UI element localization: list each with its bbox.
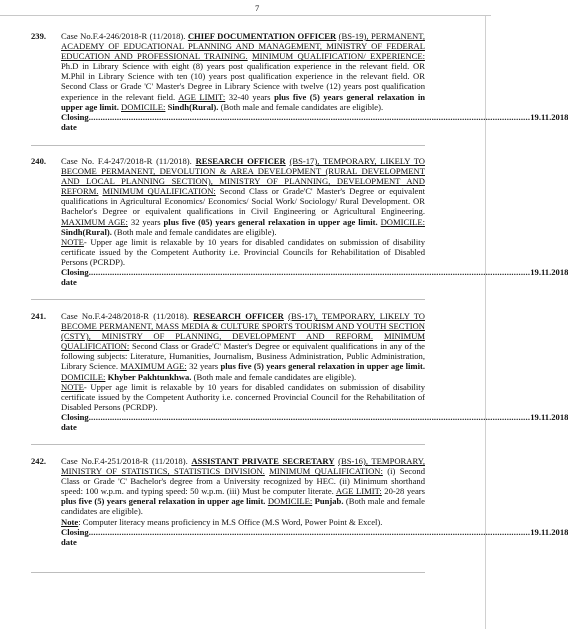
entry-body	[61, 156, 568, 288]
closing-date-label: Closing date	[61, 526, 89, 547]
post-scale-department: (BS-17), TEMPORARY, LIKELY TO BECOME PERMANENT, DEVOLUTION & AREA DEVELOPMENT (RURAL DEVELOPMENT AND LOCAL PLANNING SECTION), MINISTRY OF PLANNING, DEVELOPMENT AND REFORM.	[61, 156, 426, 197]
note-label: NOTE	[61, 236, 84, 247]
leader-dots: ............................................................................................................................................................................................	[88, 411, 531, 422]
qualification-label: MINIMUM QUALIFICATION:	[61, 331, 425, 352]
entry-description	[61, 456, 425, 517]
entry-separator	[31, 145, 425, 146]
qualification-text: Second Class or Grade'C' Master's Degree or equivalent qualifications in Agricultural Economics/ Economics/ Social Work/ Sociology/ Rural Development. OR Bachelor's Degree or equivalent qualifications in Civil Engineering or Agricultural Engineering.	[61, 186, 426, 217]
leader-dots: ............................................................................................................................................................................................	[88, 111, 531, 122]
post-title: CHIEF DOCUMENTATION OFFICER	[187, 31, 337, 41]
qualification-label: MINIMUM QUALIFICATION:	[102, 186, 216, 197]
entry-note	[61, 237, 425, 267]
entry-body	[61, 456, 568, 547]
entry-number: 239.	[31, 31, 47, 41]
age-text: 32 years	[130, 216, 161, 227]
note-text: - Upper age limit is relaxable by 10 years for disabled candidates on submission of disability certificate issued by the Competent Authority i.e. Provincial Councils for Rehabilitation of Disabled Persons (PCRDP).	[61, 236, 425, 267]
entry-note	[61, 382, 425, 412]
entry-number: 240.	[31, 156, 47, 166]
entry-description	[61, 31, 425, 112]
page-header-strip	[0, 0, 491, 16]
entry-number: 242.	[31, 456, 47, 466]
closing-date-value: 19.11.2018	[530, 526, 568, 537]
closing-date-value: 19.11.2018	[530, 111, 568, 122]
age-text: 32 years	[189, 361, 219, 372]
case-number: Case No.F.4-248/2018-R (11/2018).	[61, 311, 189, 321]
closing-date-value: 19.11.2018	[530, 267, 568, 278]
closing-date-line	[61, 526, 568, 547]
entry-separator	[31, 444, 425, 445]
closing-date-label: Closing date	[61, 267, 89, 288]
age-relaxation: plus five (5) years general relaxation in upper age limit.	[61, 91, 426, 112]
qualification-label: MINIMUM QUALIFICATION/ EXPERIENCE:	[252, 51, 425, 62]
gender-eligibility: (Both male and female candidates are eligible).	[61, 496, 425, 517]
domicile-value: Sindh(Rural).	[167, 101, 219, 112]
age-label: AGE LIMIT:	[335, 486, 382, 497]
domicile-value: Punjab.	[314, 496, 344, 507]
case-number: Case No.F.4-251/2018-R (11/2018).	[61, 456, 188, 466]
gender-eligibility: (Both male and female candidates are eligible).	[220, 101, 384, 112]
leader-dots: ............................................................................................................................................................................................	[88, 267, 531, 278]
post-title: RESEARCH OFFICER	[195, 156, 286, 166]
note-label: NOTE	[61, 381, 84, 392]
domicile-label: DOMICILE:	[121, 101, 166, 112]
qualification-text: (i) Second Class or Grade 'C' Bachelor's degree from a University recognized by HEC. (ii) Minimum shorthand speed: 100 w.p.m. and typing speed: 50 w.p.m. (iii) Must be computer literate.	[61, 466, 425, 497]
age-relaxation: plus five (5) years general relaxation in upper age limit.	[220, 361, 425, 372]
gender-eligibility: (Both male and female candidates are eligible).	[114, 226, 277, 237]
domicile-label: DOMICILE:	[267, 496, 313, 507]
case-number: Case No.F.4-246/2018-R (11/2018).	[61, 31, 186, 41]
qualification-label: MINIMUM QUALIFICATION:	[269, 466, 383, 477]
post-scale-department: (BS-17), TEMPORARY, LIKELY TO BECOME PERMANENT, MASS MEDIA & CULTURE SPORTS TOURISM AND YOUTH SECTION (CSTY), MINISTRY OF PLANNING, DEVELOPMENT AND REFORM.	[61, 311, 426, 342]
entry-body	[61, 31, 568, 132]
closing-date-line	[61, 411, 568, 433]
case-number: Case No. F.4-247/2018-R (11/2018).	[61, 156, 192, 166]
entry-number: 241.	[31, 311, 47, 321]
post-title: RESEARCH OFFICER	[193, 311, 284, 321]
page-number: 7	[255, 3, 260, 13]
entry-description	[61, 311, 425, 382]
closing-date-line	[61, 111, 568, 132]
post-scale-department: (BS-16), TEMPORARY, MINISTRY OF STATISTICS, STATISTICS DIVISION.	[61, 456, 425, 477]
domicile-value: Sindh(Rural).	[61, 226, 112, 237]
age-text: 20-28 years	[384, 486, 425, 497]
note-text: : Computer literacy means proficiency in M.S Office (M.S Word, Power Point & Excel).	[78, 516, 383, 527]
entry-note	[61, 517, 425, 527]
closing-date-line	[61, 267, 568, 288]
closing-date-label: Closing date	[61, 411, 89, 433]
age-relaxation: plus five (05) years general relaxation in upper age limit.	[163, 216, 378, 227]
qualification-text: Ph.D in Library Science with eight (8) years post qualification experience in the relevant field. OR M.Phil in Library Science with ten (10) years post qualification experience in the relevant field. OR Second Class or Grade 'C' Master's Degree in Library Science with twelve (12) years post qualification experience in the relevant field.	[61, 61, 425, 102]
closing-date-value: 19.11.2018	[530, 411, 568, 422]
post-scale-department: (BS-19), PERMANENT, ACADEMY OF EDUCATIONAL PLANNING AND MANAGEMENT, MINISTRY OF FEDERAL EDUCATION AND PROFESSIONAL TRAINING.	[61, 31, 425, 62]
age-label: AGE LIMIT:	[178, 91, 226, 102]
domicile-label: DOMICILE:	[61, 371, 106, 382]
domicile-label: DOMICILE:	[380, 216, 425, 227]
entry-separator	[31, 299, 425, 300]
note-text: - Upper age limit is relaxable by 10 years for disabled candidates on submission of disability certificate issued by the Competent Authority i.e. concerned Provincial Council for the Rehabilitation of Disabled Persons (PCRDP).	[61, 381, 425, 412]
leader-dots: ............................................................................................................................................................................................	[88, 526, 531, 537]
age-label: MAXIMUM AGE:	[120, 361, 187, 372]
closing-date-label: Closing date	[61, 111, 89, 132]
domicile-value: Khyber Pakhtunkhwa.	[107, 371, 192, 382]
age-text: 32-40 years	[228, 91, 271, 102]
note-label: Note	[61, 516, 79, 527]
post-title: ASSISTANT PRIVATE SECRETARY	[191, 456, 335, 466]
age-relaxation: plus five (5) years general relaxation in upper age limit.	[61, 496, 266, 507]
gender-eligibility: (Both male and female candidates are eligible).	[193, 371, 357, 382]
age-label: MAXIMUM AGE:	[61, 216, 128, 227]
qualification-text: Second Class or Grade'C' Master's Degree or equivalent qualifications in any of the following subjects: Literature, Humanities, Journalism, Business Administration, Public Administration, Library Science.	[61, 341, 425, 372]
entry-description	[61, 156, 425, 237]
entry-separator	[31, 572, 425, 573]
entry-body	[61, 311, 568, 433]
